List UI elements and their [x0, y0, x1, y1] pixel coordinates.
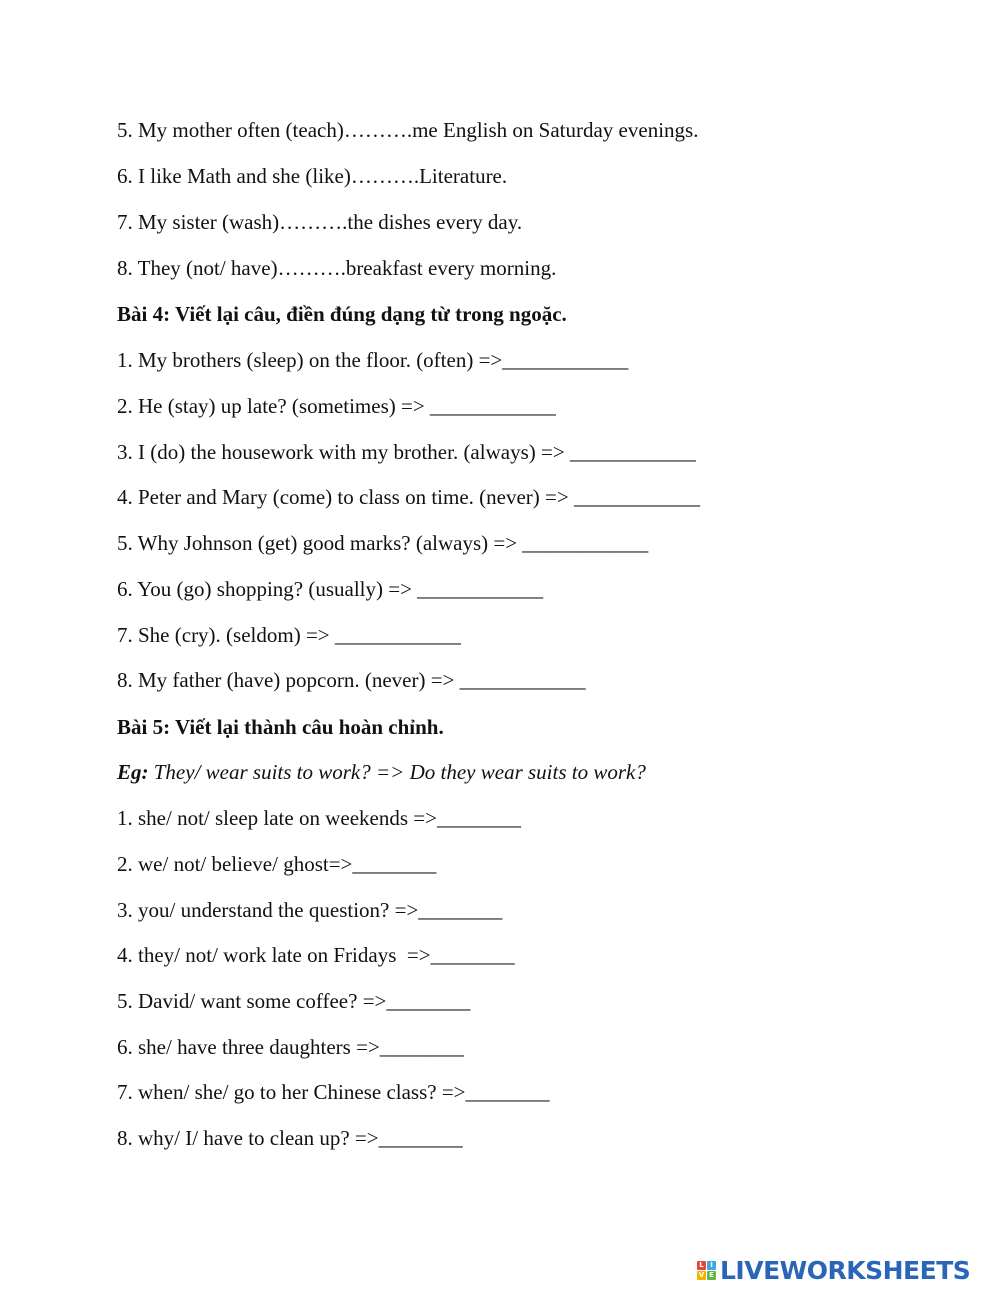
exercise-3-item-8: 8. They (not/ have)……….breakfast every morning. — [117, 256, 557, 280]
exercise-3-item-5: 5. My mother often (teach)……….me English on Saturday evenings. — [117, 118, 699, 142]
exercise-4-heading: Bài 4: Viết lại câu, điền đúng dạng từ trong ngoặc. — [117, 302, 567, 326]
logo-text: LIVEWORKSHEETS — [720, 1255, 971, 1285]
exercise-5-item-8: 8. why/ I/ have to clean up? =>________ — [117, 1126, 463, 1150]
exercise-4-item-7: 7. She (cry). (seldom) => ____________ — [117, 623, 461, 647]
example-text: They/ wear suits to work? => Do they wear suits to work? — [148, 760, 646, 784]
exercise-5-heading: Bài 5: Viết lại thành câu hoàn chỉnh. — [117, 715, 444, 739]
exercise-5-item-5: 5. David/ want some coffee? =>________ — [117, 989, 471, 1013]
exercise-5-item-7: 7. when/ she/ go to her Chinese class? =>________ — [117, 1080, 550, 1104]
exercise-4-item-1: 1. My brothers (sleep) on the floor. (often) =>____________ — [117, 348, 629, 372]
exercise-5-item-4: 4. they/ not/ work late on Fridays =>________ — [117, 943, 515, 967]
exercise-4-item-8: 8. My father (have) popcorn. (never) => ____________ — [117, 668, 586, 692]
exercise-4-item-4: 4. Peter and Mary (come) to class on time. (never) => ____________ — [117, 485, 700, 509]
exercise-5-item-6: 6. she/ have three daughters =>________ — [117, 1035, 464, 1059]
exercise-3-item-6: 6. I like Math and she (like)……….Literature. — [117, 164, 508, 188]
logo-mark-icon: L I V E — [697, 1261, 716, 1280]
exercise-5-item-1: 1. she/ not/ sleep late on weekends =>________ — [117, 806, 521, 830]
liveworksheets-logo — [697, 1255, 970, 1285]
exercise-4-item-5: 5. Why Johnson (get) good marks? (always) => ____________ — [117, 531, 649, 555]
exercise-3-item-7: 7. My sister (wash)……….the dishes every day. — [117, 210, 523, 234]
exercise-5-item-3: 3. you/ understand the question? =>________ — [117, 898, 503, 922]
exercise-4-item-3: 3. I (do) the housework with my brother. (always) => ____________ — [117, 440, 696, 464]
exercise-4-item-2: 2. He (stay) up late? (sometimes) => ____________ — [117, 394, 556, 418]
exercise-5-example — [117, 758, 646, 786]
example-label: Eg: — [117, 760, 149, 784]
exercise-4-item-6: 6. You (go) shopping? (usually) => ____________ — [117, 577, 544, 601]
exercise-5-item-2: 2. we/ not/ believe/ ghost=>________ — [117, 852, 437, 876]
